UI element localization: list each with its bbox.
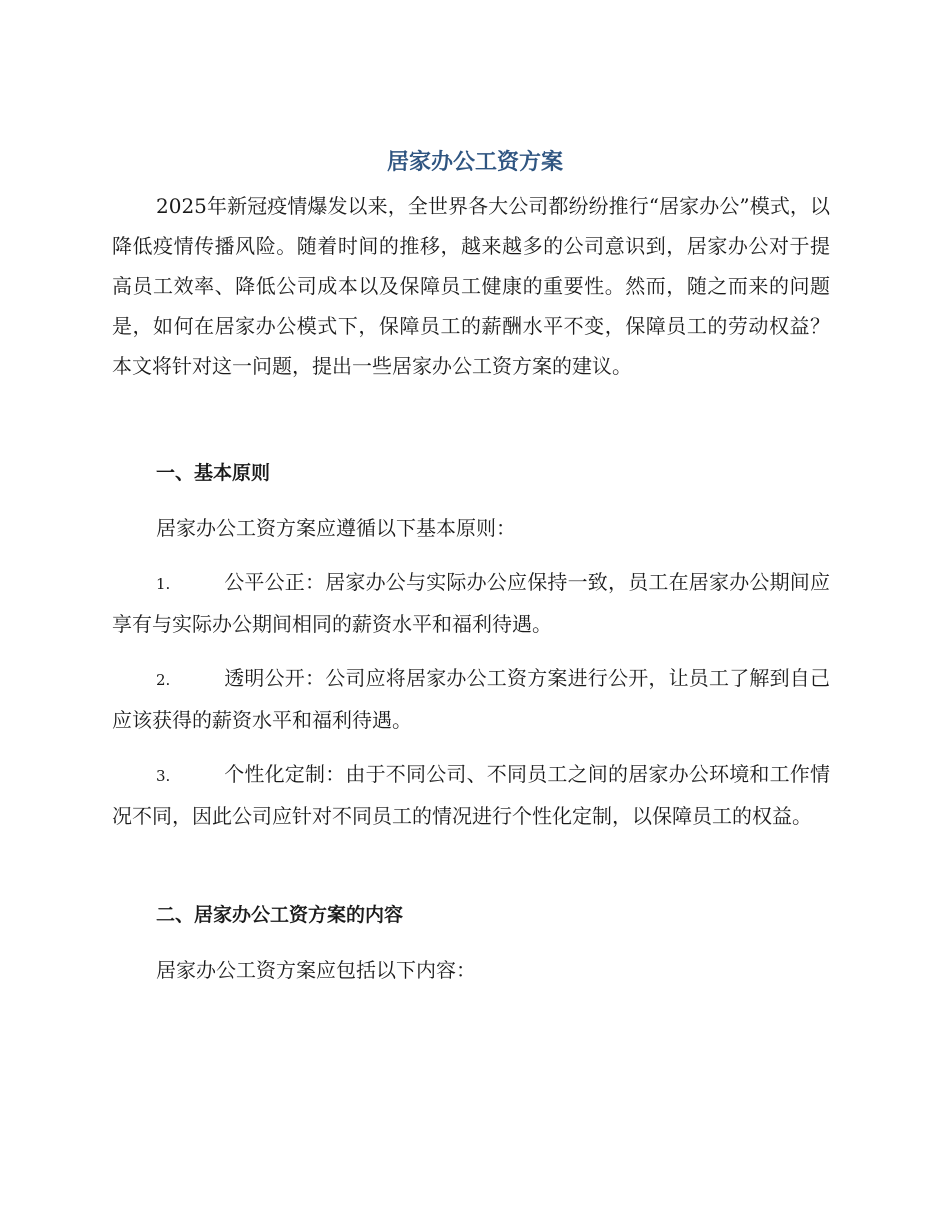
section-heading-contents: 二、居家办公工资方案的内容 (156, 904, 404, 926)
principles-lead-paragraph: 居家办公工资方案应遵循以下基本原则： (156, 516, 516, 540)
list-item-number: 1. (156, 575, 171, 593)
list-item-text: 个性化定制：由于不同公司、不同员工之间的居家办公环境和工作情况不同，因此公司应针对不同员工的情况进行个性化定制，以保障员工的权益。 (112, 762, 830, 828)
list-item-number: 2. (156, 671, 171, 689)
intro-paragraph: 2025年新冠疫情爆发以来，全世界各大公司都纷纷推行“居家办公”模式，以降低疫情传播风险。随着时间的推移，越来越多的公司意识到，居家办公对于提高员工效率、降低公司成本以及保障员工健康的重要性。然而，随之而来的问题是，如何在居家办公模式下，保障员工的薪酬水平不变，保障员工的劳动权益？本文将针对这一问题，提出一些居家办公工资方案的建议。 (112, 194, 830, 378)
list-item-number: 3. (156, 767, 171, 785)
list-item-text: 透明公开：公司应将居家办公工资方案进行公开，让员工了解到自己应该获得的薪资水平和福利待遇。 (112, 666, 830, 732)
contents-lead-paragraph: 居家办公工资方案应包括以下内容： (156, 958, 476, 982)
list-item-text: 公平公正：居家办公与实际办公应保持一致，员工在居家办公期间应享有与实际办公期间相同的薪资水平和福利待遇。 (112, 570, 830, 636)
list-item (112, 754, 830, 836)
section-heading-principles: 一、基本原则 (156, 462, 271, 484)
document-title: 居家办公工资方案 (386, 150, 563, 175)
list-item (112, 562, 830, 644)
list-item (112, 658, 830, 740)
